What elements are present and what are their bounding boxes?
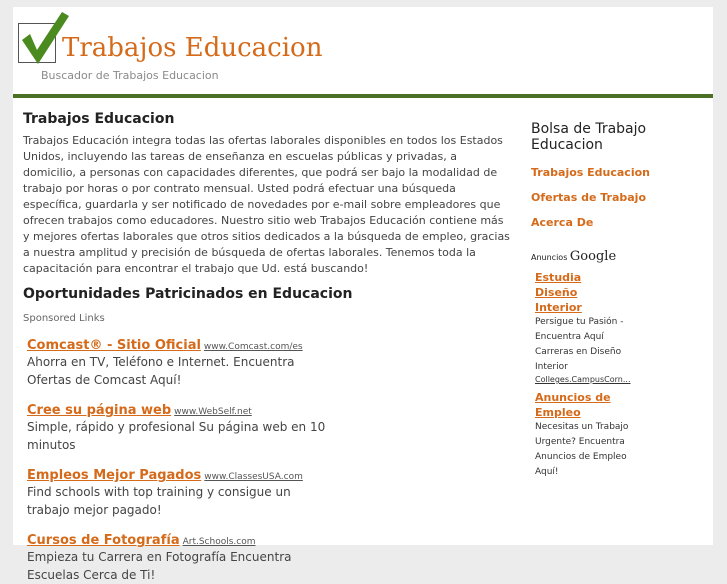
ad-url-link[interactable]: www.WebSelf.net xyxy=(174,407,252,417)
site-title[interactable]: Trabajos Educacion xyxy=(62,33,323,63)
ad-description: Ahorra en TV, Teléfono e Internet. Encuentra Ofertas de Comcast Aquí! xyxy=(27,355,295,387)
sponsored-label: Sponsored Links xyxy=(23,313,105,324)
sidebar-ad-title-link[interactable]: Estudia Diseño Interior xyxy=(535,271,582,314)
ad-title-link[interactable]: Empleos Mejor Pagados xyxy=(27,468,202,483)
sidebar-ad-description: Persigue tu Pasión - Encuentra Aquí Carreras en Diseño Interior xyxy=(535,317,624,372)
intro-paragraph: Trabajos Educación integra todas las ofertas laborales disponibles en todos los Estados Unidos, incluyendo las tareas de enseñanza en escuelas públicas y privadas, a domicilio, a personas con capacidades diferentes, que podrá ser bajo la modalidad de trabajo por horas o por contrato mensual. Usted podrá efectuar una búsqueda específica, guardarla y ser notificado de novedades por e-mail sobre empleadores que ofrecen trabajos como educadores. Nuestro sitio web Trabajos Educación contiene más y mejores ofertas laborales que otros sitios dedicados a la búsqueda de empleo, gracias a nuestra amplitud y precisión de búsqueda de ofertas laborales. Tenemos toda la capacitación para encontrar el trabajo que Ud. está buscando! xyxy=(23,134,510,275)
ad-description: Simple, rápido y profesional Su página web en 10 minutos xyxy=(27,420,326,452)
ad-title-link[interactable]: Comcast® - Sitio Oficial xyxy=(27,338,201,353)
main-content xyxy=(23,111,513,584)
ad-description: Find schools with top training y consigue un trabajo mejor pagado! xyxy=(27,485,291,517)
ad-item xyxy=(27,529,513,584)
sidebar-ad-title-link[interactable]: Anuncios de Empleo xyxy=(535,391,611,419)
ad-title-link[interactable]: Cursos de Fotografía xyxy=(27,533,180,548)
sidebar-title: Bolsa de Trabajo Educacion xyxy=(531,121,647,153)
sidebar xyxy=(531,121,703,480)
site-header xyxy=(13,7,713,98)
ad-url-link[interactable]: Art.Schools.com xyxy=(182,537,256,547)
sidebar-ad-item xyxy=(535,390,703,480)
google-ads-label[interactable] xyxy=(531,249,703,264)
sidebar-link-ofertas[interactable]: Ofertas de Trabajo xyxy=(531,191,647,204)
ad-description: Empieza tu Carrera en Fotografía Encuentra Escuelas Cerca de Ti! xyxy=(27,550,292,582)
sidebar-ad-item xyxy=(535,270,703,384)
site-tagline: Buscador de Trabajos Educacion xyxy=(41,69,219,82)
page xyxy=(13,7,713,582)
ad-url-link[interactable]: www.Comcast.com/es xyxy=(203,342,303,352)
ad-item xyxy=(27,399,513,454)
sidebar-link-trabajos[interactable]: Trabajos Educacion xyxy=(531,166,650,179)
section-title: Oportunidades Patricinados en Educacion xyxy=(23,286,353,302)
ads-label: Anuncios xyxy=(531,253,568,262)
ad-url-link[interactable]: www.ClassesUSA.com xyxy=(204,472,303,482)
sidebar-ad-description: Necesitas un Trabajo Urgente? Encuentra Anuncios de Empleo Aquí! xyxy=(535,422,629,477)
ad-title-link[interactable]: Cree su página web xyxy=(27,403,172,418)
google-logo: Google xyxy=(569,249,617,264)
page-title: Trabajos Educacion xyxy=(23,111,175,127)
ad-item xyxy=(27,464,513,519)
sidebar-ad-url-link[interactable]: Colleges.CampusCorn... xyxy=(535,375,631,384)
ad-item xyxy=(27,334,513,389)
sidebar-link-acerca[interactable]: Acerca De xyxy=(531,216,594,229)
